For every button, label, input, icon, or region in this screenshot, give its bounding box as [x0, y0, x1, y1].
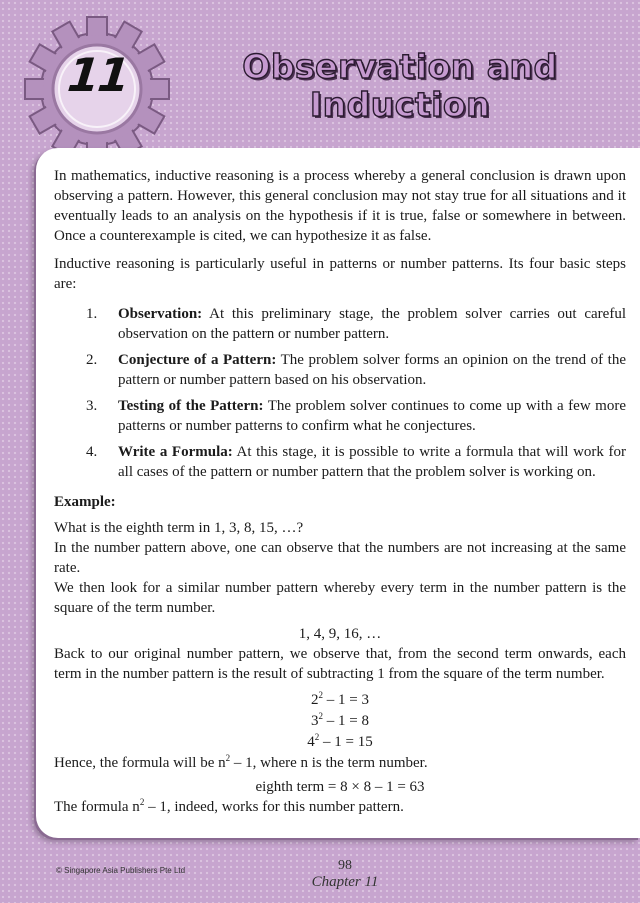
page-number: 98 [338, 858, 352, 873]
intro-paragraph-1: In mathematics, inductive reasoning is a process whereby a general conclusion is drawn upon observing a pattern. However, this general conclusion may not stay true for all situations and it eventually leads to an analysis on the hypothesis if it is true, false or somewhere in between. Once a counterexample is cited, we can hypothesize it as false. [54, 168, 626, 244]
step-title: Write a Formula: [118, 444, 233, 460]
eighth-term-calc: eighth term = 8 × 8 – 1 = 63 [255, 779, 425, 795]
formula-statement: Hence, the formula will be $n^2 - 1$, where n is the term number. [54, 753, 428, 771]
equation: $2^2 - 1 = 3$ [311, 690, 369, 708]
step-text: The problem solver continues to come up with a few more patterns or number patterns to confirm what he conjectures. [118, 398, 626, 434]
content-body [54, 166, 626, 817]
title-line-1: Observation and [242, 47, 558, 86]
equation: $4^2 - 1 = 15$ [307, 732, 373, 750]
step-title: Observation: [118, 306, 203, 322]
step-number: 1. [86, 306, 98, 322]
step-number: 4. [86, 444, 98, 460]
page-title [200, 48, 600, 124]
step-title: Conjecture of a Pattern: [118, 352, 277, 368]
chapter-label: Chapter 11 [311, 874, 379, 890]
equation: $3^2 - 1 = 8$ [311, 711, 369, 729]
example-line-1: In the number pattern above, one can observe that the numbers are not increasing at the same rate. [54, 540, 626, 576]
step-item [54, 396, 626, 436]
step-title: Testing of the Pattern: [118, 398, 264, 414]
title-line-2: Induction [309, 85, 491, 124]
example-heading: Example: [54, 494, 116, 510]
step-text: At this preliminary stage, the problem solver carries out careful observation on the pattern or number pattern. [118, 306, 626, 342]
content-card [36, 148, 640, 838]
intro-paragraph-2: Inductive reasoning is particularly useful in patterns or number patterns. Its four basic steps are: [54, 256, 626, 292]
copyright-notice: © Singapore Asia Publishers Pte Ltd [56, 866, 186, 875]
step-text: At this stage, it is possible to write a formula that will work for all cases of the pattern or number pattern that the problem solver is working on. [118, 444, 626, 480]
step-number: 2. [86, 352, 98, 368]
example-question: What is the eighth term in 1, 3, 8, 15, …? [54, 520, 304, 536]
conclusion: The formula $n^2 - 1$, indeed, works for this number pattern. [54, 797, 404, 815]
step-item [54, 304, 626, 344]
example-line-3: Back to our original number pattern, we observe that, from the second term onwards, each term in the number pattern is the result of subtracting 1 from the square of the term number. [54, 646, 626, 682]
step-text: The problem solver forms an opinion on the trend of the pattern or number pattern based on his observation. [118, 352, 626, 388]
steps-list [54, 304, 626, 482]
square-pattern: 1, 4, 9, 16, … [298, 626, 382, 642]
chapter-number: 11 [65, 48, 131, 102]
step-item [54, 442, 626, 482]
step-number: 3. [86, 398, 98, 414]
step-item [54, 350, 626, 390]
example-line-2: We then look for a similar number pattern whereby every term in the number pattern is the square of the term number. [54, 580, 626, 616]
